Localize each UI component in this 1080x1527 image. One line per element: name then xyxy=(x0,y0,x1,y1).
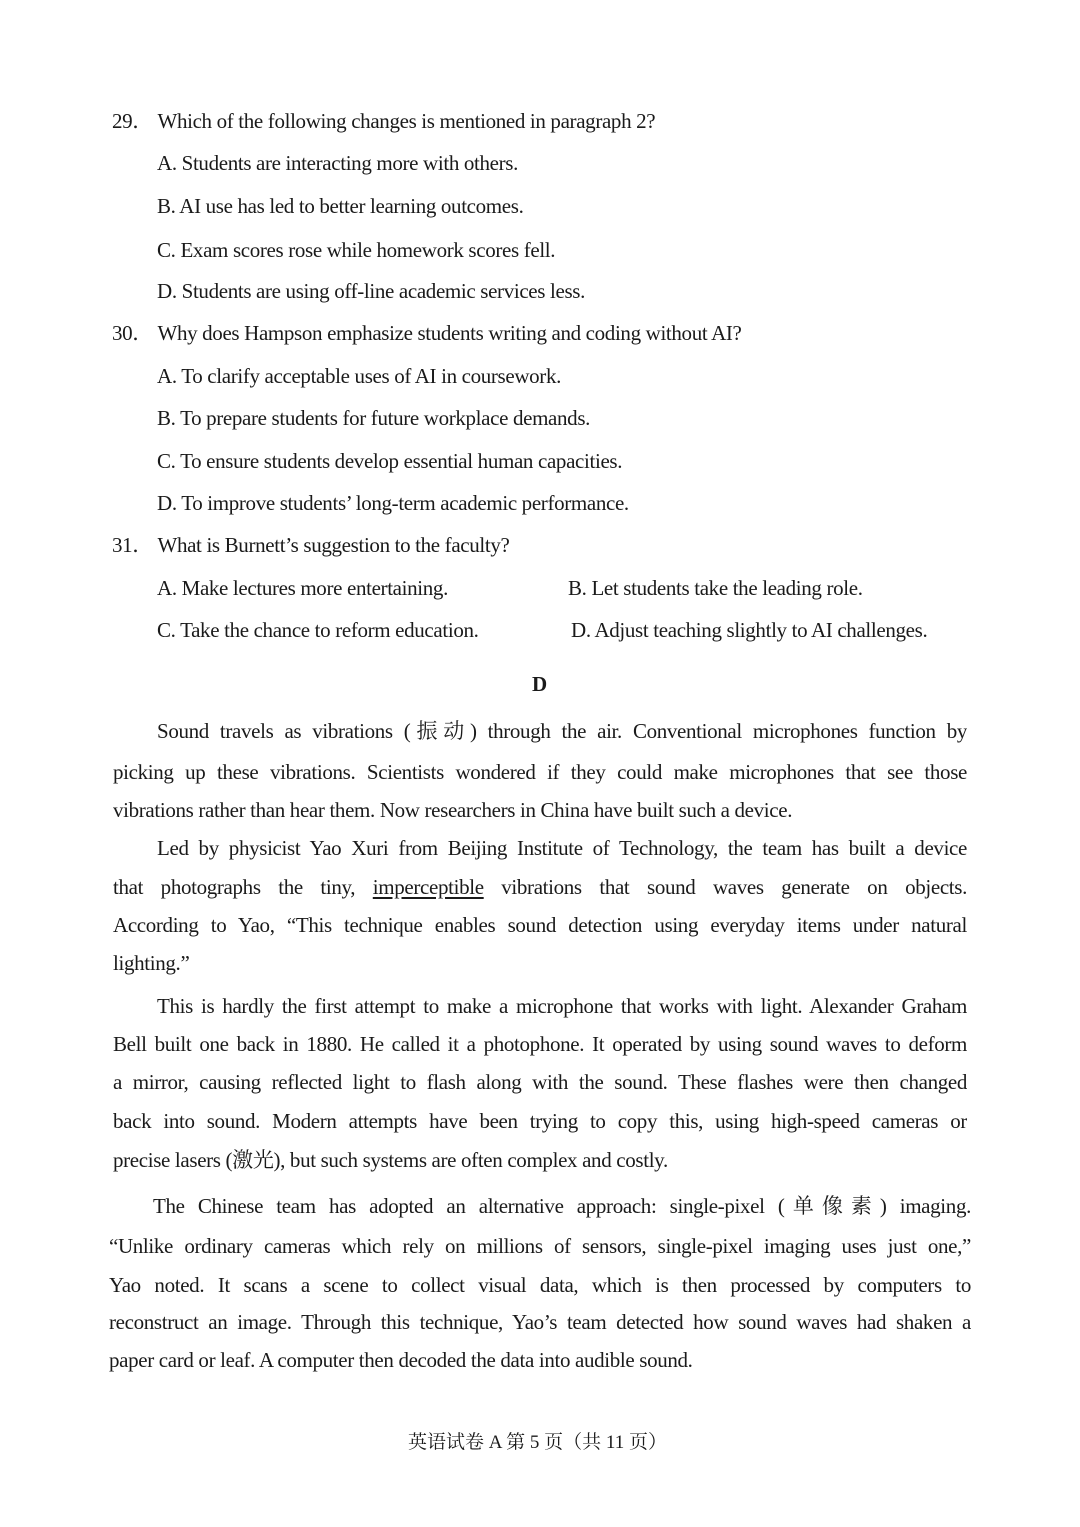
passage-line: The Chinese team has adopted an alternative approach: single-pixel (单像素) imaging. xyxy=(153,1194,971,1218)
question-option: A. Students are interacting more with others. xyxy=(157,151,518,175)
question-option: D. Students are using off-line academic services less. xyxy=(157,279,585,303)
passage-line: that photographs the tiny, imperceptible vibrations that sound waves generate on objects. xyxy=(113,875,967,899)
passage-line: lighting.” xyxy=(113,951,190,975)
question-stem: 30． Why does Hampson emphasize students writing and coding without AI? xyxy=(112,321,742,345)
section-heading: D xyxy=(532,672,547,696)
passage-line: Led by physicist Yao Xuri from Beijing Institute of Technology, the team has built a device xyxy=(157,836,967,860)
passage-line: According to Yao, “This technique enables sound detection using everyday items under natural xyxy=(113,913,967,937)
passage-line: paper card or leaf. A computer then decoded the data into audible sound. xyxy=(109,1348,693,1372)
question-option: C. To ensure students develop essential human capacities. xyxy=(157,449,623,473)
page-footer: 英语试卷 A 第 5 页（共 11 页） xyxy=(408,1432,667,1453)
passage-line: Sound travels as vibrations (振动) through the air. Conventional microphones function by xyxy=(157,719,967,743)
passage-line: Yao noted. It scans a scene to collect visual data, which is then processed by computers to xyxy=(109,1273,971,1297)
passage-line: picking up these vibrations. Scientists wondered if they could make microphones that see those xyxy=(113,760,967,784)
question-option: A. Make lectures more entertaining. xyxy=(157,576,448,600)
question-option: D. To improve students’ long-term academic performance. xyxy=(157,491,629,515)
question-option: B. Let students take the leading role. xyxy=(568,576,863,600)
passage-line: a mirror, causing reflected light to flash along with the sound. These flashes were then changed xyxy=(113,1070,967,1094)
passage-line: precise lasers (激光), but such systems are often complex and costly. xyxy=(113,1148,668,1172)
passage-line: “Unlike ordinary cameras which rely on millions of sensors, single-pixel imaging uses just one,” xyxy=(109,1234,971,1258)
question-option: C. Exam scores rose while homework scores fell. xyxy=(157,238,556,262)
question-option: C. Take the chance to reform education. xyxy=(157,618,479,642)
question-option: B. To prepare students for future workplace demands. xyxy=(157,406,591,430)
passage-line: This is hardly the first attempt to make a microphone that works with light. Alexander Graham xyxy=(157,994,967,1018)
underlined-word: imperceptible xyxy=(372,875,484,899)
question-option: A. To clarify acceptable uses of AI in coursework. xyxy=(157,364,561,388)
question-stem: 29． Which of the following changes is mentioned in paragraph 2? xyxy=(112,109,656,133)
passage-line: vibrations rather than hear them. Now researchers in China have built such a device. xyxy=(113,798,793,822)
passage-line: Bell built one back in 1880. He called it a photophone. It operated by using sound waves to deform xyxy=(113,1032,967,1056)
passage-line: back into sound. Modern attempts have been trying to copy this, using high-speed cameras or xyxy=(113,1109,967,1133)
passage-line: reconstruct an image. Through this technique, Yao’s team detected how sound waves had shaken a xyxy=(109,1310,971,1334)
question-option: D. Adjust teaching slightly to AI challenges. xyxy=(571,618,928,642)
question-stem: 31． What is Burnett’s suggestion to the faculty? xyxy=(112,533,510,557)
question-option: B. AI use has led to better learning outcomes. xyxy=(157,194,524,218)
